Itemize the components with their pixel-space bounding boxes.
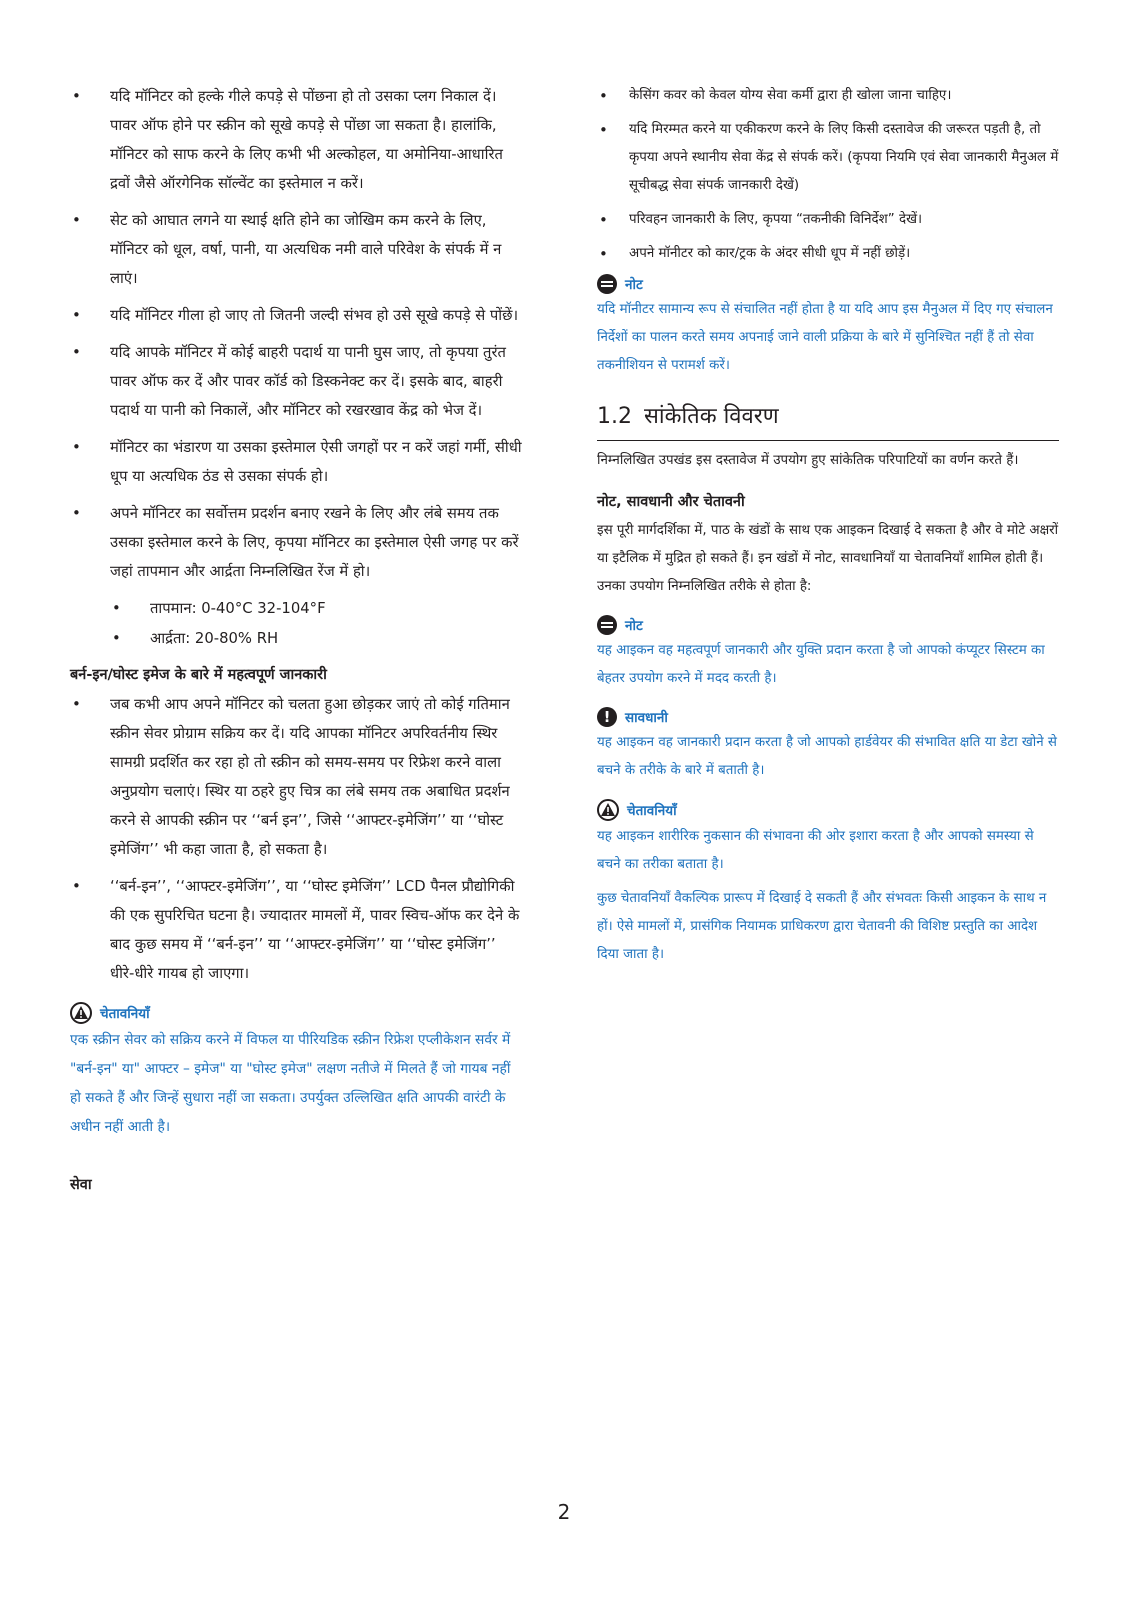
warning-icon: [70, 1002, 92, 1024]
list-item: • परिवहन जानकारी के लिए, कृपया “तकनीकी विनिर्देश” देखें।: [597, 206, 1059, 234]
burn-in-bullet-list: [70, 690, 522, 988]
caution-label: सावधानी: [625, 710, 668, 726]
conventions-heading: नोट, सावधानी और चेतावनी: [597, 494, 745, 510]
service-bullet-list: [597, 82, 1059, 268]
caution-header: [597, 707, 1059, 727]
environment-sub-list: [70, 594, 522, 654]
list-item: • यदि मॉनिटर को हल्के गीले कपड़े से पोंछना हो तो उसका प्लग निकाल दें। पावर ऑफ होने पर स्क्रीन को सूखे कपड़े से पोंछा जा सकता है। हालांकि, मॉनिटर को साफ करने के लिए कभी भी अल्कोहल, या अमोनिया-आधारित द्रवों जैसे ऑरगेनिक सॉल्वेंट का इस्तेमाल न करें।: [70, 82, 522, 198]
left-column: [70, 82, 522, 1200]
list-item: • तापमान: 0-40°C 32-104°F: [110, 594, 522, 624]
warning-icon: [597, 799, 619, 821]
warning-text: यह आइकन शारीरिक नुकसान की संभावना की ओर इशारा करता है और आपको समस्या से बचने का तरीका बताता है।: [597, 829, 1034, 872]
section-number: 1.2: [597, 404, 632, 429]
warning-text: एक स्क्रीन सेवर को सक्रिय करने में विफल या पीरियडिक स्क्रीन रिफ्रेश एप्लीकेशन सर्वर में "बर्न-इन" या" आफ्टर – इमेज" या "घोस्ट इमेज" लक्षण नतीजे में मिलते हैं जो गायब नहीं हो सकते हैं और जिन्हें सुधारा नहीं जा सकता। उपर्युक्त उल्लिखित क्षति आपकी वारंटी के अधीन नहीं आती है।: [70, 1032, 511, 1135]
warning-header-2: [597, 799, 1059, 821]
note-icon: [597, 615, 617, 635]
note-text: यदि मॉनीटर सामान्य रूप से संचालित नहीं होता है या यदि आप इस मैनुअल में दिए गए संचालन निर्देशों का पालन करते समय अपनाई जाने वाली प्रक्रिया के बारे में सुनिश्चित नहीं हैं तो सेवा तकनीशियन से परामर्श करें।: [597, 302, 1053, 373]
section-title: [597, 402, 1059, 441]
warning-header: [70, 1002, 522, 1024]
note-label: नोट: [625, 277, 643, 293]
list-item: • आर्द्रता: 20-80% RH: [110, 624, 522, 654]
note-text: यह आइकन वह महत्वपूर्ण जानकारी और युक्ति प्रदान करता है जो आपको कंप्यूटर सिस्टम का बेहतर उपयोग करने में मदद करती है।: [597, 643, 1045, 686]
conventions-text: इस पूरी मार्गदर्शिका में, पाठ के खंडों के साथ एक आइकन दिखाई दे सकता है और वे मोटे अक्षरों या इटैलिक में मुद्रित हो सकते हैं। इन खंडों में नोट, सावधानियाँ या चेतावनियाँ शामिल होती हैं। उनका उपयोग निम्नलिखित तरीके से होता है:: [597, 523, 1059, 594]
list-item: • केसिंग कवर को केवल योग्य सेवा कर्मी द्वारा ही खोला जाना चाहिए।: [597, 82, 1059, 110]
warning-label: चेतावनियाँ: [100, 1006, 150, 1022]
note-label: नोट: [625, 618, 643, 634]
list-item: • यदि आपके मॉनिटर में कोई बाहरी पदार्थ या पानी घुस जाए, तो कृपया तुरंत पावर ऑफ कर दें और पावर कॉर्ड को डिस्कनेक्ट कर दें। इसके बाद, बाहरी पदार्थ या पानी को निकालें, और मॉनिटर को रखरखाव केंद्र को भेज दें।: [70, 338, 522, 425]
section-title-text: सांकेतिक विवरण: [644, 404, 779, 429]
service-heading: सेवा: [70, 1177, 92, 1193]
list-item: • मॉनिटर का भंडारण या उसका इस्तेमाल ऐसी जगहों पर न करें जहां गर्मी, सीधी धूप या अत्यधिक ठंड से उसका संपर्क हो।: [70, 433, 522, 491]
note-icon: [597, 274, 617, 294]
note-header: [597, 274, 1059, 294]
care-bullet-list: [70, 82, 522, 586]
warning-label: चेतावनियाँ: [627, 803, 677, 819]
list-item: • सेट को आघात लगने या स्थाई क्षति होने का जोखिम कम करने के लिए, मॉनिटर को धूल, वर्षा, पानी, या अत्यधिक नमी वाले परिवेश के संपर्क में न लाएं।: [70, 206, 522, 293]
caution-text: यह आइकन वह जानकारी प्रदान करता है जो आपको हार्डवेयर की संभावित क्षति या डेटा खोने से बचने के तरीके के बारे में बताती है।: [597, 735, 1057, 778]
list-item: • जब कभी आप अपने मॉनिटर को चलता हुआ छोड़कर जाएं तो कोई गतिमान स्क्रीन सेवर प्रोग्राम सक्रिय कर दें। यदि आपका मॉनिटर अपरिवर्तनीय स्थिर सामग्री प्रदर्शित कर रहा हो तो स्क्रीन को समय-समय पर रिफ्रेश करने वाला अनुप्रयोग चलाएं। स्थिर या ठहरे हुए चित्र का लंबे समय तक अबाधित प्रदर्शन करने से आपकी स्क्रीन पर ‘‘बर्न इन’’, जिसे ‘‘आफ्टर-इमेजिंग’’ या ‘‘घोस्ट इमेजिंग’’ भी कहा जाता है, हो सकता है।: [70, 690, 522, 864]
note-header-2: [597, 615, 1059, 635]
list-item: • अपने मॉनिटर का सर्वोत्तम प्रदर्शन बनाए रखने के लिए और लंबे समय तक उसका इस्तेमाल करने के लिए, कृपया मॉनिटर का इस्तेमाल ऐसी जगह पर करें जहां तापमान और आर्द्रता निम्नलिखित रेंज में हो।: [70, 499, 522, 586]
list-item: • अपने मॉनीटर को कार/ट्रक के अंदर सीधी धूप में नहीं छोड़ें।: [597, 240, 1059, 268]
right-column: [597, 82, 1059, 975]
page-number: 2: [557, 1500, 571, 1524]
burn-in-heading: बर्न-इन/घोस्ट इमेज के बारे में महत्वपूर्ण जानकारी: [70, 667, 327, 683]
list-item: • ‘‘बर्न-इन’’, ‘‘आफ्टर-इमेजिंग’’, या ‘‘घोस्ट इमेजिंग’’ LCD पैनल प्रौद्योगिकी की एक सुपरिचित घटना है। ज्यादातर मामलों में, पावर स्विच-ऑफ कर देने के बाद कुछ समय में ‘‘बर्न-इन’’ या ‘‘आफ्टर-इमेजिंग’’ या ‘‘घोस्ट इमेजिंग’’ धीरे-धीरे गायब हो जाएगा।: [70, 872, 522, 988]
caution-icon: !: [597, 707, 617, 727]
list-item: • यदि मॉनिटर गीला हो जाए तो जितनी जल्दी संभव हो उसे सूखे कपड़े से पोंछें।: [70, 301, 522, 330]
section-intro: निम्नलिखित उपखंड इस दस्तावेज में उपयोग हुए सांकेतिक परिपाटियों का वर्णन करते हैं।: [597, 453, 1019, 468]
list-item: • यदि मिरम्मत करने या एकीकरण करने के लिए किसी दस्तावेज की जरूरत पड़ती है, तो कृपया अपने स्थानीय सेवा केंद्र से संपर्क करें। (कृपया नियमि एवं सेवा जानकारी मैनुअल में सूचीबद्ध सेवा संपर्क जानकारी देखें): [597, 116, 1059, 200]
warning-text-2: कुछ चेतावनियाँ वैकल्पिक प्रारूप में दिखाई दे सकती हैं और संभवतः किसी आइकन के साथ न हों। ऐसे मामलों में, प्रासंगिक नियामक प्राधिकरण द्वारा चेतावनी की विशिष्ट प्रस्तुति का आदेश दिया जाता है।: [597, 891, 1047, 962]
